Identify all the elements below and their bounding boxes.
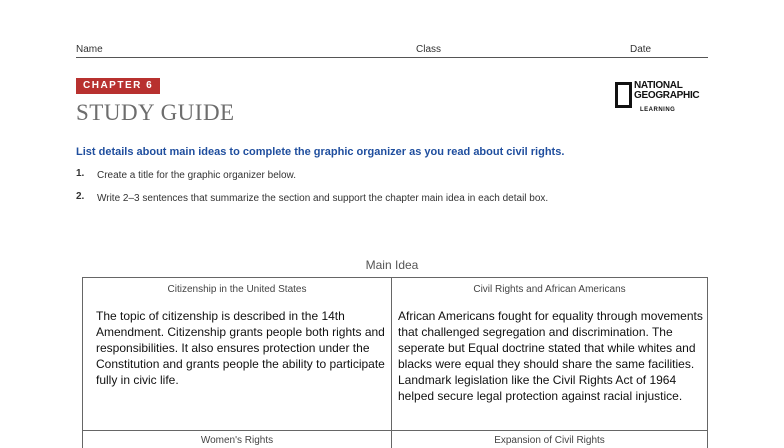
logo-sub: LEARNING: [640, 107, 676, 113]
step-number: 2.: [76, 191, 85, 202]
detail-box-title: Women's Rights: [200, 435, 274, 446]
national-geographic-logo: [612, 80, 712, 120]
step-text: Create a title for the graphic organizer below.: [97, 170, 296, 181]
detail-box-title: Expansion of Civil Rights: [494, 435, 605, 446]
class-label: Class: [416, 44, 442, 55]
graphic-organizer: [82, 277, 708, 448]
header-rule: [76, 57, 708, 58]
step-number: 1.: [76, 168, 85, 179]
detail-box-title: Civil Rights and African Americans: [473, 284, 626, 295]
main-idea-label: Main Idea: [365, 258, 419, 272]
logo-wordmark: NATIONAL GEOGRAPHIC: [634, 80, 700, 101]
instruction-text: List details about main ideas to complete the graphic organizer as you read about civil rights.: [76, 146, 565, 158]
detail-box-title: Citizenship in the United States: [167, 284, 307, 295]
chapter-badge: CHAPTER 6: [76, 78, 160, 94]
step-text: Write 2–3 sentences that summarize the section and support the chapter main idea in each detail box.: [97, 193, 549, 204]
page-title: STUDY GUIDE: [76, 100, 235, 125]
detail-box-text[interactable]: The topic of citizenship is described in the 14th Amendment. Citizenship grants people both rights and responsibilities. It also ensures protection under the Constitution and grants people the ability to participate fully in civic life.: [96, 309, 385, 387]
row-divider: [83, 430, 707, 431]
name-label: Name: [76, 44, 103, 55]
column-divider: [391, 278, 392, 448]
detail-box-text[interactable]: African Americans fought for equality through movements that challenged segregation and discrimination. The seperate but Equal doctrine stated that while whites and blacks were equal they should share the same facilities. Landmark legislation like the Civil Rights Act of 1964 helped secure legal protection against racial injustice.: [398, 309, 703, 403]
yellow-border-icon: [615, 82, 632, 108]
date-label: Date: [630, 44, 652, 55]
